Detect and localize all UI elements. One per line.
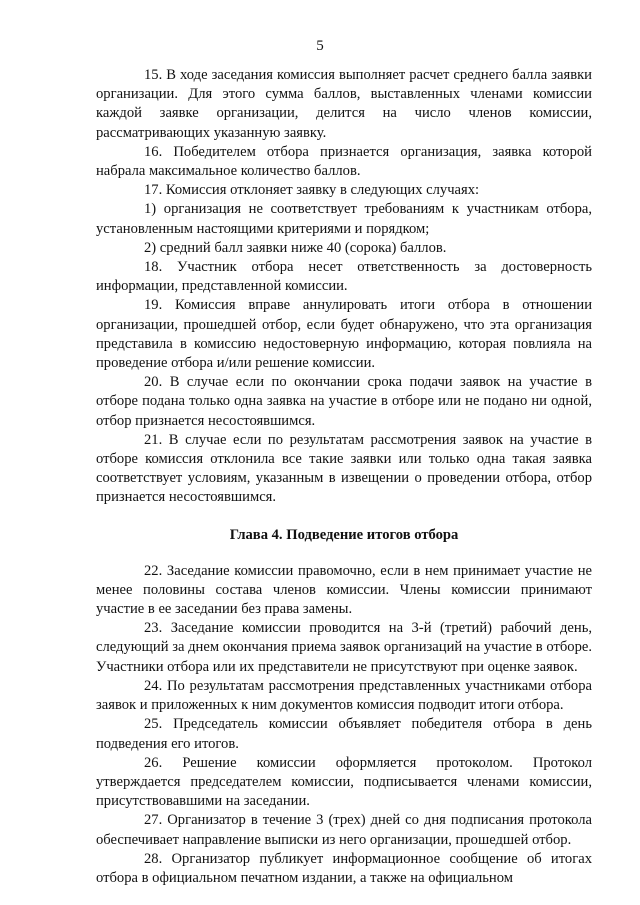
paragraph-18: 18. Участник отбора несет ответственность за достоверность информации, представленной комиссии.: [96, 259, 592, 295]
paragraph-15: 15. В ходе заседания комиссия выполняет расчет среднего балла заявки организации. Для этого сумма баллов, выставленных членами комиссии каждой заявке организации, делится на число членов комиссии, рассматривающих указанную заявку.: [96, 67, 592, 141]
paragraph-17: 17. Комиссия отклоняет заявку в следующих случаях:: [144, 182, 480, 199]
paragraph-22: 22. Заседание комиссии правомочно, если в нем принимает участие не менее половины состава членов комиссии. Члены комиссии принимают участие в ее заседании без права замены.: [96, 562, 592, 618]
paragraph-19: 19. Комиссия вправе аннулировать итоги отбора в отношении организации, прошедшей отбор, если будет обнаружено, что эта организация представила в комиссию недостоверную информацию, которая повлияла на проведение отбора и/или решение комиссии.: [96, 297, 592, 372]
paragraph-24: 24. По результатам рассмотрения представленных участниками отбора заявок и приложенных к ним документов комиссия подводит итоги отбора.: [96, 677, 592, 714]
paragraph-23: 23. Заседание комиссии проводится на 3-й (третий) рабочий день, следующий за днем окончания приема заявок организаций на участие в отборе. Участники отбора или их представители не присутствуют при оценке заявок.: [96, 620, 592, 675]
paragraph-20: 20. В случае если по окончании срока подачи заявок на участие в отборе подана только одна заявка на участие в отборе или не подано ни одной, отбор признается несостоявшимся.: [96, 374, 592, 429]
paragraph-21: 21. В случае если по результатам рассмотрения заявок на участие в отборе комиссия отклонила все такие заявки или только одна такая заявка соответствует условиям, указанным в извещении о проведении отбора, отбор признается несостоявшимся.: [96, 431, 592, 506]
paragraph-17-item-2: 2) средний балл заявки ниже 40 (сорока) баллов.: [144, 239, 447, 256]
paragraph-27: 27. Организатор в течение 3 (трех) дней со дня подписания протокола обеспечивает направление выписки из него организации, прошедшей отбор.: [96, 812, 592, 848]
paragraph-17-item-1: 1) организация не соответствует требованиям к участникам отбора, установленным настоящими критериями и порядком;: [96, 201, 592, 237]
chapter-heading: Глава 4. Подведение итогов отбора: [229, 526, 459, 543]
page-number: 5: [316, 38, 324, 54]
paragraph-26: 26. Решение комиссии оформляется протоколом. Протокол утверждается председателем комиссии, подписывается членами комиссии, присутствовавшими на заседании.: [96, 754, 592, 810]
paragraph-28: 28. Организатор публикует информационное сообщение об итогах отбора в официальном печатном издании, а также на официальном: [96, 850, 592, 886]
document-body: [96, 66, 592, 888]
paragraph-16: 16. Победителем отбора признается организация, заявка которой набрала максимальное количество баллов.: [96, 143, 592, 180]
paragraph-25: 25. Председатель комиссии объявляет победителя отбора в день подведения его итогов.: [96, 716, 592, 752]
